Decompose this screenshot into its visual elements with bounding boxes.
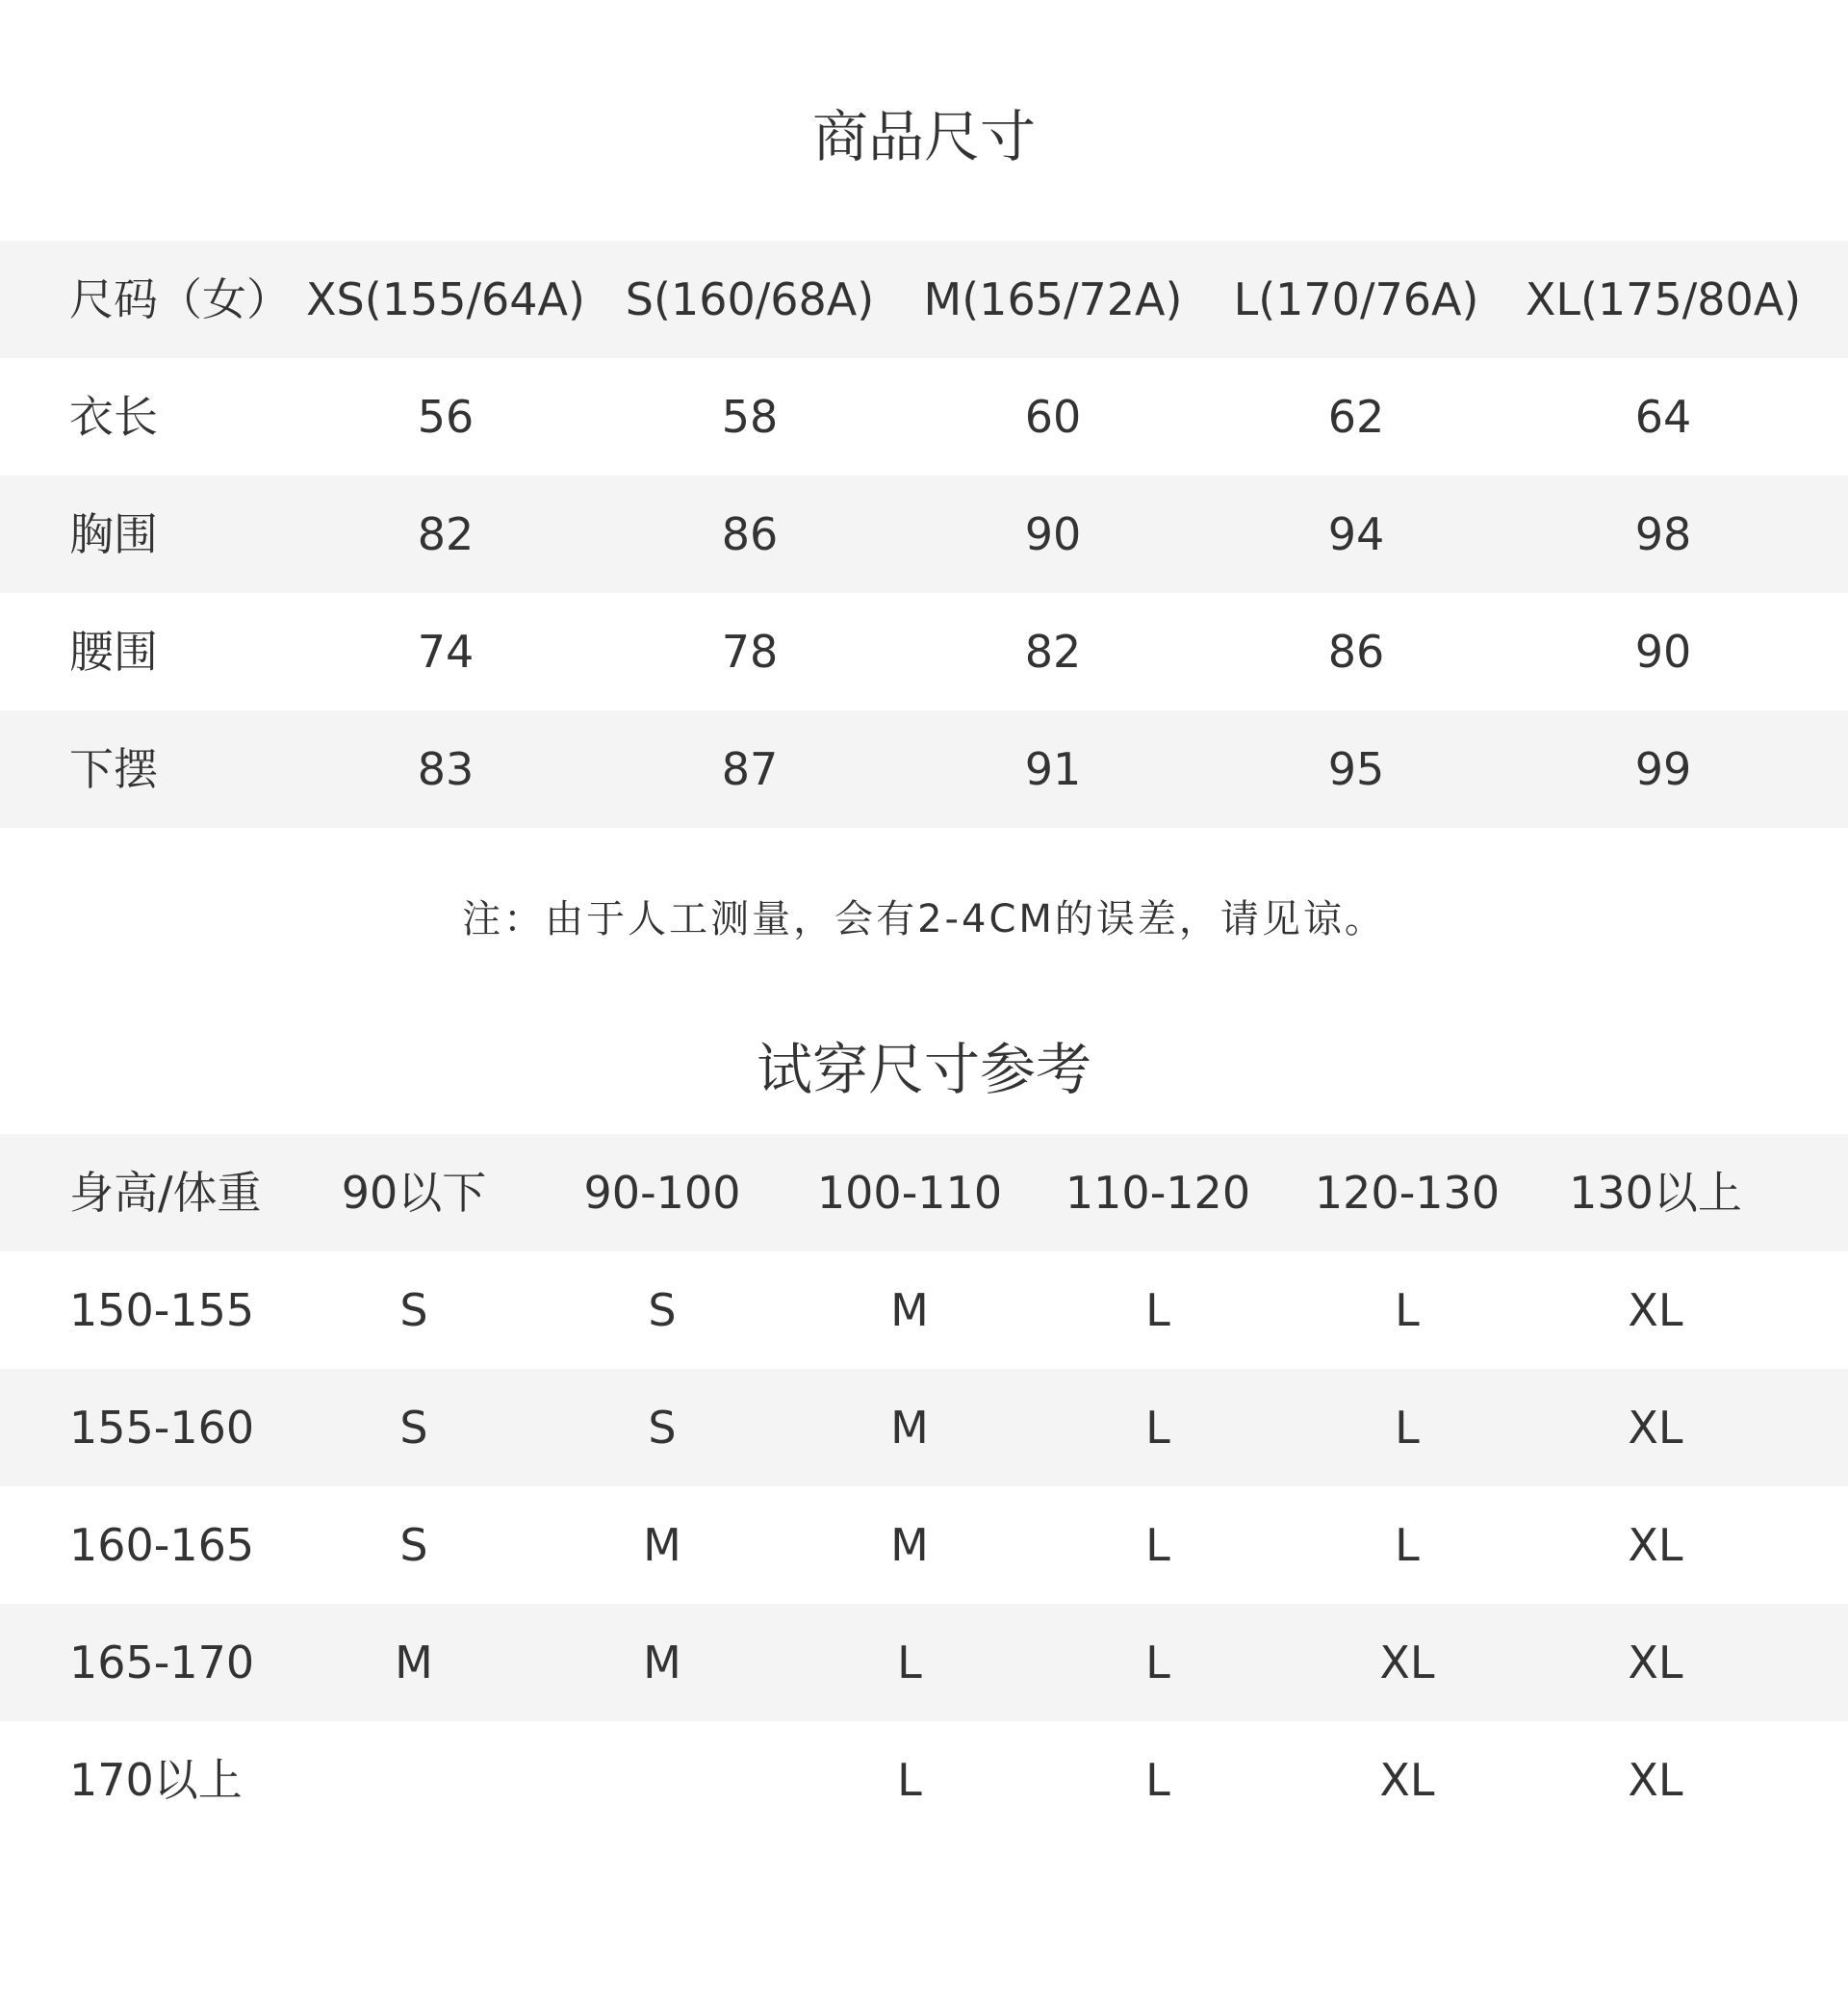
fit-reference-table	[0, 1134, 1848, 1839]
table-cell: 82	[1024, 626, 1082, 678]
table-cell: M	[643, 1519, 681, 1571]
table-cell: XL	[1628, 1636, 1683, 1688]
table-cell: XL	[1628, 1754, 1683, 1806]
row-label: 150-155	[69, 1284, 255, 1336]
table-cell: S	[648, 1402, 677, 1454]
table-cell: L	[1145, 1284, 1170, 1336]
measurement-note: 注：由于人工测量，会有2-4CM的误差，请见谅。	[462, 897, 1386, 941]
header-cell: 110-120	[1065, 1167, 1251, 1219]
table-row	[0, 1486, 1848, 1604]
table-cell: 98	[1634, 508, 1692, 560]
table-row	[0, 710, 1848, 828]
table-cell: L	[1145, 1636, 1170, 1688]
table-cell: L	[1395, 1284, 1420, 1336]
row-label: 160-165	[69, 1519, 255, 1571]
row-label: 下摆	[69, 743, 158, 795]
table-cell	[270, 1721, 558, 1839]
table-cell: L	[1145, 1754, 1170, 1806]
table-cell: M	[890, 1519, 929, 1571]
row-label: 腰围	[69, 626, 158, 678]
table-cell: 91	[1024, 743, 1082, 795]
table-header-row	[0, 241, 1848, 358]
table-row	[0, 1604, 1848, 1721]
table-cell: 95	[1327, 743, 1385, 795]
table-row	[0, 476, 1848, 593]
table-cell: 64	[1634, 391, 1692, 443]
table-cell: M	[643, 1636, 681, 1688]
table-cell: 58	[721, 391, 779, 443]
table-cell: S	[399, 1284, 428, 1336]
table-cell: M	[395, 1636, 433, 1688]
table-cell: L	[897, 1754, 922, 1806]
table-cell: XL	[1628, 1284, 1683, 1336]
row-label: 165-170	[69, 1636, 255, 1688]
table-row	[0, 1721, 1848, 1839]
table-cell: 90	[1024, 508, 1082, 560]
header-cell: 90以下	[341, 1167, 487, 1219]
header-cell: XL(175/80A)	[1525, 273, 1802, 325]
table-row	[0, 358, 1848, 476]
table-cell	[518, 1721, 807, 1839]
table-cell: 99	[1634, 743, 1692, 795]
table-cell: L	[1395, 1519, 1420, 1571]
product-size-table	[0, 241, 1848, 828]
table-cell: XL	[1379, 1636, 1435, 1688]
table-cell: M	[890, 1284, 929, 1336]
table-cell: 78	[721, 626, 779, 678]
fit-reference-title: 试穿尺寸参考	[756, 1037, 1091, 1102]
table-cell: L	[1395, 1402, 1420, 1454]
table-cell: S	[648, 1284, 677, 1336]
table-row	[0, 1251, 1848, 1369]
header-cell: XS(155/64A)	[306, 273, 585, 325]
table-cell: S	[399, 1402, 428, 1454]
table-cell: XL	[1628, 1402, 1683, 1454]
product-size-title: 商品尺寸	[811, 104, 1036, 169]
table-row	[0, 593, 1848, 710]
table-cell: 56	[417, 391, 475, 443]
row-label: 155-160	[69, 1402, 255, 1454]
header-cell: 尺码（女）	[69, 273, 291, 325]
table-cell: 86	[1327, 626, 1385, 678]
header-cell: 100-110	[816, 1167, 1003, 1219]
header-cell: 120-130	[1314, 1167, 1501, 1219]
table-cell: 87	[721, 743, 779, 795]
table-cell: 82	[417, 508, 475, 560]
table-header-row	[0, 1134, 1848, 1251]
table-cell: 74	[417, 626, 475, 678]
table-row	[0, 1369, 1848, 1486]
table-cell: XL	[1628, 1519, 1683, 1571]
table-cell: M	[890, 1402, 929, 1454]
table-cell: L	[897, 1636, 922, 1688]
table-cell: XL	[1379, 1754, 1435, 1806]
row-label: 170以上	[69, 1754, 243, 1806]
table-cell: S	[399, 1519, 428, 1571]
header-cell: 90-100	[583, 1167, 741, 1219]
row-label: 胸围	[69, 508, 158, 560]
table-cell: 62	[1327, 391, 1385, 443]
table-cell: L	[1145, 1402, 1170, 1454]
header-cell: 身高/体重	[69, 1167, 262, 1219]
table-cell: 60	[1024, 391, 1082, 443]
row-label: 衣长	[69, 391, 158, 443]
table-cell: L	[1145, 1519, 1170, 1571]
table-cell: 94	[1327, 508, 1385, 560]
header-cell: S(160/68A)	[625, 273, 875, 325]
header-cell: L(170/76A)	[1233, 273, 1479, 325]
table-cell: 83	[417, 743, 475, 795]
table-cell: 90	[1634, 626, 1692, 678]
header-cell: 130以上	[1569, 1167, 1742, 1219]
table-cell: 86	[721, 508, 779, 560]
header-cell: M(165/72A)	[923, 273, 1183, 325]
